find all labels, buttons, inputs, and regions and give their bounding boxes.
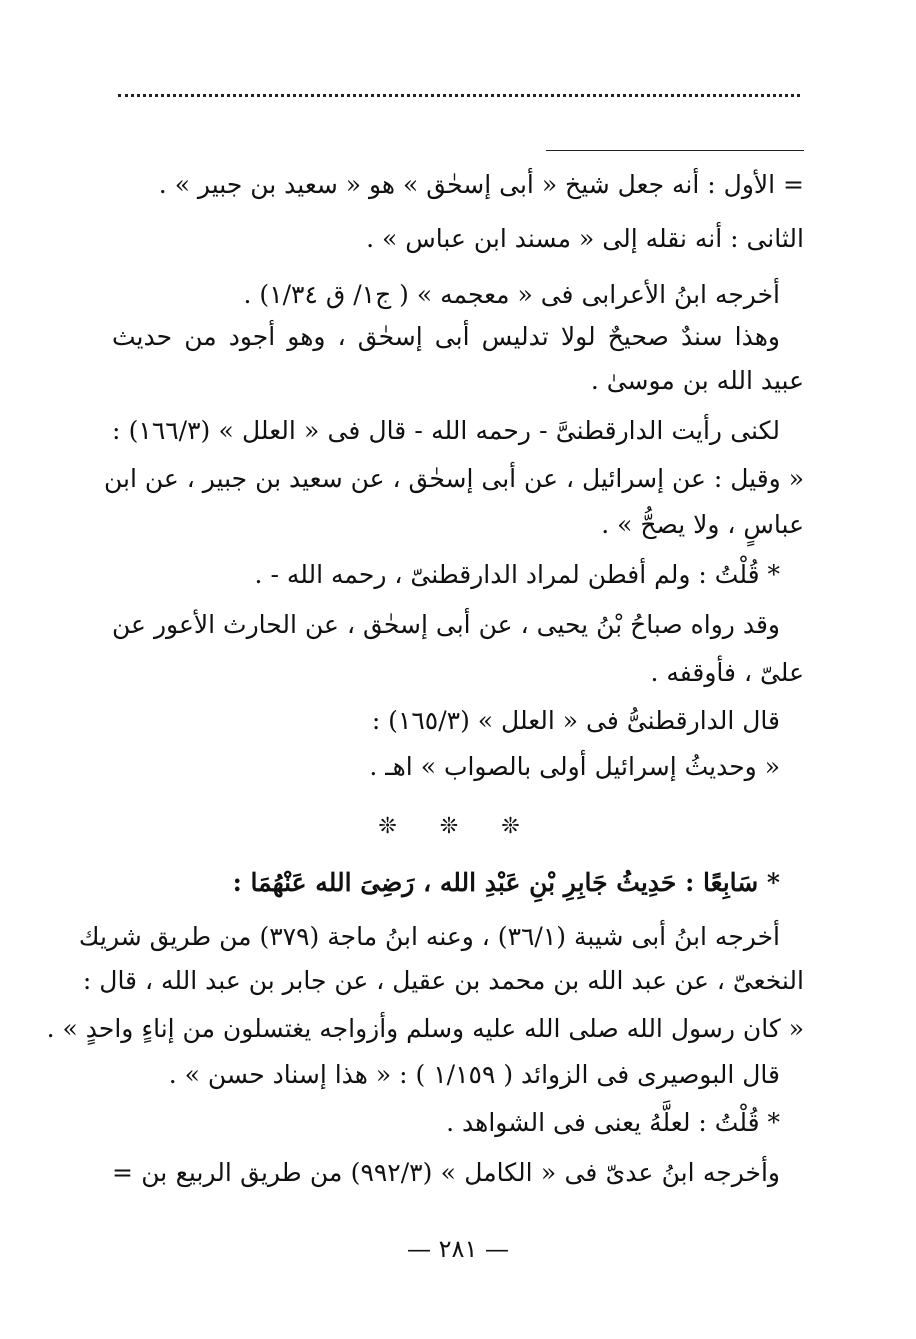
dotted-separator	[118, 94, 800, 97]
text-line-7: * قُلْتُ : ولم أفطن لمراد الدارقطنىّ ، رحمه الله - .	[254, 560, 780, 589]
footnote-line-2: الثانى : أنه نقله إلى « مسند ابن عباس » .	[366, 224, 804, 253]
footnote-rule	[546, 150, 804, 151]
text-line-9: علىّ ، فأوقفه .	[650, 658, 804, 687]
section-separator: ❊ ❊ ❊	[378, 814, 538, 839]
text-line-16: * قُلْتُ : لعلَّهُ يعنى فى الشواهد .	[446, 1108, 780, 1137]
text-line-5: « وقيل : عن إسرائيل ، عن أبى إسحٰق ، عن سعيد بن جبير ، عن ابن	[104, 464, 804, 493]
text-line-8: وقد رواه صباحُ بْنُ يحيى ، عن أبى إسحٰق ، عن الحارث الأعور عن	[112, 610, 780, 639]
text-line-2: وهذا سندٌ صحيحٌ لولا تدليس أبى إسحٰق ، وهو أجود من حديث	[112, 322, 780, 351]
text-line-14: « كان رسول الله صلى الله عليه وسلم وأزواجه يغتسلون من إناءٍ واحدٍ » .	[46, 1014, 804, 1043]
text-line-15: قال البوصيرى فى الزوائد ( ١/١٥٩ ) : « هذا إسناد حسن » .	[168, 1060, 780, 1089]
text-line-17: وأخرجه ابنُ عدىّ فى « الكامل » (٩٩٢/٣) من طريق الربيع بن =	[112, 1158, 780, 1187]
text-line-12: أخرجه ابنُ أبى شيبة (٣٦/١) ، وعنه ابنُ ماجة (٣٧٩) من طريق شريك	[78, 922, 780, 951]
text-line-13: النخعىّ ، عن عبد الله بن محمد بن عقيل ، عن جابر بن عبد الله ، قال :	[82, 966, 804, 995]
text-line-1: أخرجه ابنُ الأعرابى فى « معجمه » ( ج١/ ق ١/٣٤) .	[243, 280, 780, 309]
text-line-4: لكنى رأيت الدارقطنىَّ - رحمه الله - قال فى « العلل » (١٦٦/٣) :	[112, 416, 781, 445]
text-line-10: قال الدارقطنىُّ فى « العلل » (١٦٥/٣) :	[371, 706, 780, 735]
section-heading: * سَابِعًا : حَدِيثُ جَابِرِ بْنِ عَبْدِ الله ، رَضِىَ الله عَنْهُمَا :	[232, 868, 780, 897]
text-line-3: عبيد الله بن موسىٰ .	[590, 366, 804, 395]
footnote-line-1: = الأول : أنه جعل شيخ « أبى إسحٰق » هو « سعيد بن جبير » .	[158, 170, 804, 199]
text-line-11: « وحديثُ إسرائيل أولى بالصواب » اهـ .	[369, 752, 780, 781]
text-line-6: عباسٍ ، ولا يصحُّ » .	[601, 510, 804, 539]
page-number: — ٢٨١ —	[407, 1235, 509, 1263]
